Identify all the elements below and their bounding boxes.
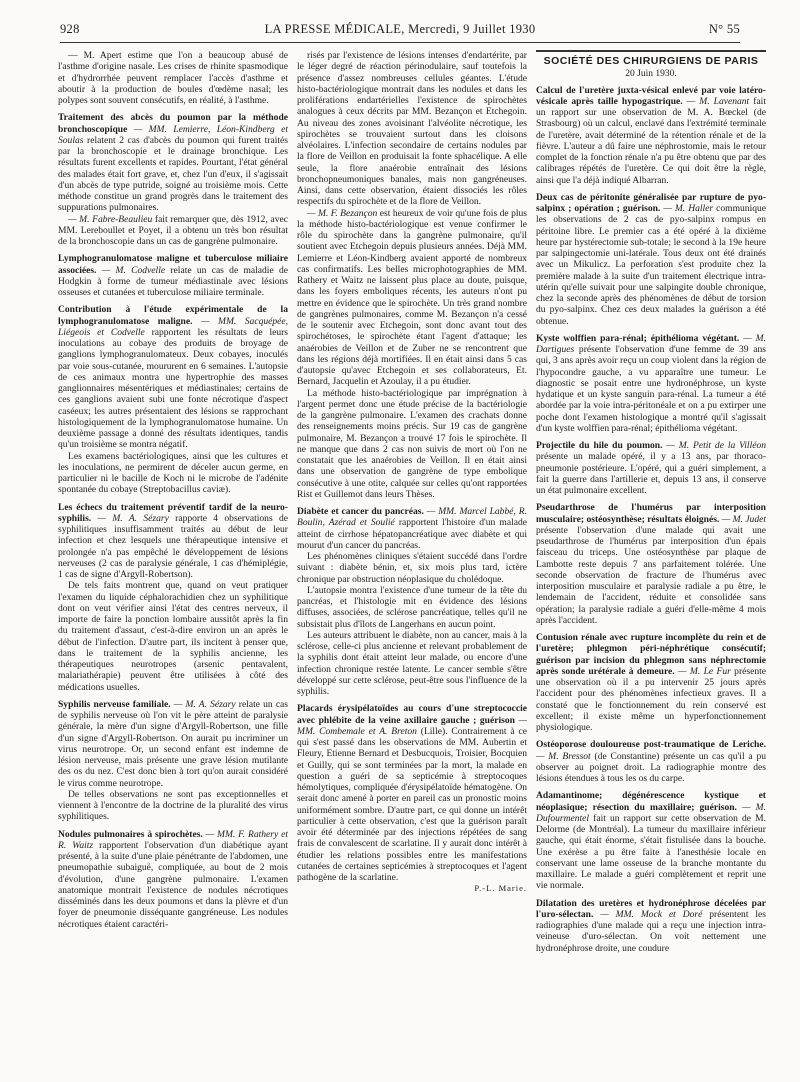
paragraph-text: présente l'observation d'une malade qui avait une pseudarthrose de l'humérus par interposition d'un épais faisceau du triceps. Une ostéosynthèse par plaque de Lambotte reste depuis 7 ans parfaitement tolérée. Une seconde observation de fracture de l'humérus avec interposition musculaire et paralysie radiale a pu être, le lendemain de l'accident, réduite et consolidée sans opération; la paralysie radiale a guéri d'elle-même 4 mois après l'accident. [536, 524, 766, 626]
paragraph-text: présentent les radiographies d'une malade qui a reçu une injection intra-veineuse d'uro-sélectan. On voit nettement une hydronéphrose droite, une coudure [536, 908, 766, 954]
paragraph-authors: — M. Haller [660, 203, 714, 214]
page-number: 928 [60, 22, 80, 36]
paragraph-authors: — M. Dufourmentel [536, 801, 766, 824]
paragraph-authors: — MM. Sacquépée, Liégeois et Codvelle [58, 315, 288, 338]
paragraph-heading: Placards érysipélatoïdes au cours d'une streptococcie avec phlébite de la veine axillaire gauche ; guérison [297, 703, 527, 726]
paragraph [297, 208, 527, 388]
paragraph [58, 789, 288, 823]
paragraph-text: (Lille). Contrairement à ce qui s'est passé dans les observations de MM. Aubertin et Fleury, Etienne Bernard et Desbucquois, Troisier, Bocquien et Guilly, qui se sont terminées par la mort, la malade en question a guéri de sa septicémie à streptocoques hémolytiques, compliquée d'érysipélatoïde hématogène. On serait donc amené à porter en pareil cas un pronostic moins uniformément sombre. D'autre part, ce qui donne un intérêt particulier à cette observation, c'est que la guérison paraît avoir été déterminée par des injections répétées de sang frais de convalescent de scarlatine. Il y aurait donc intérêt à étudier les relations possibles entre les manifestations cutanées de certaines septicémies à streptocoques et l'agent pathogène de la scarlatine. [297, 725, 527, 883]
paragraph-authors: — M. Bressot [536, 750, 591, 762]
paragraph-text: De tels faits montrent que, quand on veut pratiquer l'examen du liquide céphalorachidien chez un syphilitique dont on veut vérifier ainsi l'état des centres nerveux, il importe de faire la ponction lombaire aussitôt après la fin du traitement d'assaut, c'est-à-dire environ un an après le début de l'infection. D'autre part, ils incitent à penser que, dans le traitement de la syphilis ancienne, les thérapeutiques neurotropes (arsenic pentavalent, malariathérapie) peuvent être utilisées à côté des médications usuelles. [58, 580, 288, 693]
issue-number: N° 55 [708, 22, 740, 36]
column-right-body [536, 85, 766, 954]
paragraph-text: De telles observations ne sont pas exceptionnelles et viennent à l'encontre de la doctrine de la pluralité des virus syphilitiques. [58, 788, 288, 823]
paragraph-text: rapportent l'observation d'un diabétique ayant présenté, à la suite d'une plaie pénétrante de l'abdomen, une pneumopathie subaiguë, compliquée, au bout de 2 mois d'évolution, d'une gangrène pulmonaire. L'examen anatomique montrait l'existence de nodules nécrotiques disséminés dans les deux poumons et dans la plèvre et d'un foyer de pneumonie disséquante gangréneuse. Les nodules nécrotiques étaient caractéri- [58, 839, 288, 930]
paragraph-text: — M. Apert estime que l'on a beaucoup abusé de l'asthme d'origine nasale. Les crises de rhinite spasmodique et d'hydrorrhée peuvent remplacer l'accès d'asthme et aboutir à la production de boules d'œdème nasal; les polypes sont souvent consécutifs, en réalité, à l'asthme. [58, 50, 288, 106]
paragraph [297, 551, 527, 585]
paragraph-authors: — M. Judet [719, 513, 766, 525]
running-header [60, 20, 740, 43]
paragraph-authors: — M. A. Sézary [170, 698, 236, 710]
section-date: 20 Juin 1930. [625, 69, 677, 80]
paragraph-authors: — M. F. Bezançon [307, 207, 378, 219]
paragraph-text: (de Constantine) présente un cas qu'il a pu observer au poignet droit. La radiographie montre des lésions étendues à tous les os du carpe. [536, 750, 766, 784]
paragraph [536, 898, 766, 954]
paragraph [536, 333, 766, 434]
paragraph-authors: — M. Dartigues [536, 332, 766, 355]
paragraph [58, 829, 288, 930]
paragraph-text: présente une observation où il a pu intervenir 25 jours après l'accident pour des phénomènes infectieux graves. Il a constaté que le fonctionnement du rein conservé est excellent; il existe même un hyperfonctionnement physiologique. [536, 665, 766, 733]
paragraph-text: relate un cas de syphilis nerveuse où l'on vit le père atteint de paralysie générale, la mère d'un signe d'Argyll-Robertson, une fille d'un signe d'Argyll-Robertson. On aurait pu incriminer un virus neurotrope. Or, un second enfant est indemne de lésion nerveuse, mais présente une grave lésion mutilante des os du nez. C'est donc bien à tort qu'on aurait considéré le virus comme neurotrope. [58, 698, 288, 789]
paragraph [297, 703, 527, 883]
paragraph [297, 506, 527, 551]
paragraph-text: Les phénomènes cliniques s'étaient succédé dans l'ordre suivant : diabète bénin, et, six mois plus tard, ictère chronique par obstruction néoplasique du cholédoque. [297, 551, 527, 585]
paragraph-heading: Projectile du hile du poumon. [536, 440, 663, 451]
paragraph-heading: Adamantinome; dégénérescence kystique et néoplasique; résection du maxillaire; guérison. [536, 790, 766, 813]
column-left [58, 50, 288, 1072]
paragraph-authors: — MM. F. Rathery et R. Waitz [58, 828, 288, 851]
paragraph [58, 253, 288, 298]
paragraph [536, 739, 766, 784]
paragraph [536, 790, 766, 891]
paragraph [58, 112, 288, 213]
section-title: SOCIÉTÉ DES CHIRURGIENS DE PARIS [536, 50, 766, 67]
paragraph [58, 699, 288, 789]
paragraph-text: relate un cas de maladie de Hodgkin à forme de tumeur médiastinale avec lésions osseuses et cutanées et tuberculose miliaire terminale. [58, 264, 288, 298]
paragraph-heading: Calcul de l'uretère juxta-vésical enlevé par voie latéro-vésicale après taille hypogastrique. [536, 84, 766, 107]
paragraph-text: rapporte 4 observations de syphilitiques insuffisamment traités au début de leur infection et chez lesquels une thérapeutique intensive et prolongée n'a pas empêché le développement de lésions nerveuses (2 cas de paralysie générale, 1 cas d'hémiplégie, 1 cas de signe d'Argyll-Robertson). [58, 512, 288, 580]
column-middle [297, 50, 527, 1072]
paragraph [297, 388, 527, 501]
paragraph-authors: — MM. Mock et Doré [593, 908, 703, 920]
paragraph-text: L'autopsie montra l'existence d'une tumeur de la tête du pancréas, et l'histologie mit en évidence des lésions diffuses, associées, de sclérose pancréatique, telles qu'il ne subsistait plus d'îlots de Langerhans en aucun point. [297, 584, 527, 630]
paragraph-text: rapportent l'histoire d'un malade atteint de cirrhose hépatopancréatique avec diabète et qui mourut d'un cancer du pancréas. [297, 517, 527, 551]
paragraph-text: fait un rapport sur une observation de M. A. Bœckel (de Strasbourg) où un calcul, enclavé dans l'extrémité terminale de l'uretère, avait déterminé de la rétention rénale et de la fièvre. L'auteur a dû faire une néphrostomie, mais le retour complet de la fonction rénale n'a pu être obtenu que par des calibrages répétés de l'uretère. Ce qui doit être la règle, ainsi que l'a déjà indiqué Albarran. [536, 95, 766, 186]
paragraph-authors: — MM. Lemierre, Léon-Kindberg et Soulas [58, 123, 288, 146]
paragraph-heading: Traitement des abcès du poumon par la méthode bronchoscopique [58, 112, 288, 135]
paragraph [58, 214, 288, 248]
paragraph-heading: Les échecs du traitement préventif tardif de la neuro-syphilis. [58, 501, 288, 524]
paragraph-authors: — MM. Marcel Labbé, R. Boulin, Azérad et Soulié [297, 506, 527, 529]
paragraph-text: présente un malade opéré, il y a 13 ans, par thoraco-pneumonie postérieure. L'opéré, qui a guéri simplement, a fait la guerre dans l'artillerie et, depuis 13 ans, il conserve un état pulmonaire excellent. [536, 451, 766, 496]
paragraph [536, 192, 766, 327]
paragraph [536, 85, 766, 186]
paragraph-authors: — M. Petit de la Villéon [662, 440, 766, 451]
paragraph-heading: Dilatation des uretères et hydronéphrose décelées par l'uro-sélectan. [536, 897, 766, 920]
paragraph-heading: Deux cas de péritonite généralisée par rupture de pyo-salpinx ; opération ; guérison. [536, 191, 766, 214]
paragraph-text: relatent 2 cas d'abcès du poumon qui furent traités par la bronchoscopie et le drainage bronchique. Les résultats furent excellents et rapides. Pourtant, l'état général des malades était fort grave, et, chez l'un d'eux, il s'agissait d'un abcès de type putride, soigné au troisième mois. Cette méthode constitue un grand progrès dans le traitement des suppurations pulmonaires. [58, 134, 288, 214]
paragraph-text: fait un rapport sur cette observation de M. Delorme (de Montréal). La tumeur du maxillaire inférieur gauche, qui était énorme, s'était fistulisée dans la bouche. Une exérèse a pu être faite à l'anesthésie locale en conservant une lame osseuse de la branche montante du maxillaire. Le malade a guéri complètement et reprit une vie normale. [536, 812, 766, 892]
paragraph [297, 50, 527, 208]
paragraph-heading: Lymphogranulomatose maligne et tuberculose miliaire associées. [58, 253, 288, 276]
paragraph [297, 585, 527, 630]
paragraph-heading: Syphilis nerveuse familiale. [58, 698, 171, 710]
paragraph-text: communique les observations de 2 cas de pyo-salpinx rompus en péritoine libre. Le premier cas a été opéré à la dixième heure par hystérectomie sub-totale; le second à la 19e heure par salpingectomie uni-latérale. Tous deux ont été drainés avec un Mikulicz. La perforation s'est produite chez la première malade à la suite d'un traitement électrique intra-utérin qu'elle suivait pour une salpingite double chronique, chez la seconde après des phénomènes de début de torsion du pyo-salpinx. Chez ces deux malades la guérison a été obtenue. [536, 203, 766, 327]
paragraph-text: Les examens bactériologiques, ainsi que les cultures et les inoculations, ne permirent de déceler aucun germe, en particulier ni le bacille de Koch ni le microbe de l'adénite spontanée du cobaye (Streptobacillus caviæ). [58, 450, 288, 496]
paragraph-text: est heureux de voir qu'une fois de plus la méthode histo-bactériologique est venue confirmer le rôle du spirochète dans la gangrène pulmonaire, qu'il soutient avec Etchegoin depuis plusieurs années. Déjà MM. Lemierre et Léon-Kindberg avaient apporté de nombreux cas confirmatifs. Les belles microphotographies de MM. Rathery et Waitz ne laissent plus place au doute, puisque, dans les foyers emboliques récents, les auteurs n'ont pu mettre en évidence que le spirochète. Un très grand nombre de gangrènes pulmonaires, comme M. Bezançon n'a cessé de le soutenir avec Etchegoin, sont donc avant tout des spirochétoses, le spirochète étant l'agent d'attaque; les anaérobies de Veillon et de Zuber ne se rencontrent que dans les régions déjà mortifiées. Il en était ainsi dans 5 cas d'autopsie qu'avec Etchegoin et ses collaborateurs, Et. Bernard, Jacquelin et Azoulay, il a pu étudier. [297, 207, 527, 388]
paragraph [58, 304, 288, 450]
paragraph [297, 630, 527, 698]
paragraph-heading: Diabète et cancer du pancréas. [297, 506, 424, 517]
paragraph-text: Les auteurs attribuent le diabète, non au cancer, mais à la sclérose, celle-ci plus ancienne et relevant probablement de la syphilis dont était atteint leur malade, ou encore d'une infection chronique restée latente. Le cancer semble s'être développé sur cette sclérose, peut-être sous l'influence de la syphilis. [297, 629, 527, 697]
paragraph-authors: — M. Fabre-Beaulieu [68, 213, 153, 225]
paragraph-authors: — M. Le Fur [674, 665, 731, 677]
signature: P.-L. Marie. [474, 883, 527, 894]
paragraph-heading: Contribution à l'étude expérimentale de la lymphogranulomatose maligne. [58, 304, 288, 327]
paragraph-text: présente l'observation d'une femme de 39 ans qui, 3 ans après avoir reçu un coup violent dans la région de l'hypocondre gauche, a vu apparaître une tumeur. Le diagnostic se posait entre une hydronéphrose, un kyste hydatique et un kyste sanguin para-rénal. La tumeur a été abordée par la voie intra-péritonéale et on a pu extirper une poche dont l'examen histologique a montré qu'il s'agissait d'un kyste wolffien para-rénal; épithélioma végétant. [536, 344, 766, 434]
paragraph-text: rapportent les résultats de leurs inoculations au cobaye des produits de broyage de ganglions lymphogranulomateux. Deux cobayes, inoculés par voie sous-cutanée, moururent en 6 semaines. L'autopsie de ces animaux montra une hypertrophie des masses ganglionnaires mésentériques et médiastinales; certains de ces ganglions avaient subi une fonte nécrotique d'aspect caséeux; les autres présentaient des lésions se rapprochant histologiquement de la lymphogranulomatose humaine. Un deuxième passage a donné des résultats identiques, tandis qu'un troisième se montra négatif. [58, 326, 288, 451]
paragraph-authors: — MM. Combemale et A. Breton [297, 714, 527, 737]
paragraph-heading: Ostéoporose douloureuse post-traumatique de Leriche. [536, 739, 766, 751]
paragraph [58, 50, 288, 106]
column-right [536, 50, 766, 1072]
paragraph [58, 451, 288, 496]
paragraph-text: risés par l'existence de lésions intenses d'endartérite, par le léger degré de réaction périnodulaire, sauf toutefois la présence d'assez nombreuses cellules géantes. L'étude histo-bactériologique montrait dans les nodules et dans les proliférations endartérielles l'existence de spirochètes analogues à ceux décrits par MM. Bezançon et Etchegoin. Au niveau des zones avoisinant l'alvéolite nécrotique, les spirochètes se trouvaient surtout dans les cloisons alvéolaires. L'infection secondaire de certains nodules par la flore de Veillon en produisait la fonte sphacélique. A elle seule, la flore anaérobie entraînait des lésions bronchopneumoniques banales, mais non gangréneuses. Ainsi, dans cette observation, étaient dissociés les rôles respectifs du spirochète et de la flore de Veillon. [297, 50, 527, 208]
paragraph-authors: — M. Lavenant [682, 95, 750, 107]
paragraph [536, 440, 766, 496]
paragraph [536, 502, 766, 626]
journal-title: LA PRESSE MÉDICALE, Mercredi, 9 Juillet 1930 [264, 22, 536, 36]
paragraph-text: fait remarquer que, dès 1912, avec MM. Lereboullet et Poyet, il a obtenu un très bon résultat de la bronchoscopie dans un cas de gangrène pulmonaire. [58, 213, 288, 247]
paragraph-heading: Kyste wolffien para-rénal; épithélioma végétant. [536, 332, 740, 344]
paragraph [58, 580, 288, 693]
paragraph-heading: Contusion rénale avec rupture incomplète du rein et de l'uretère; phlegmon péri-néphrétique consécutif; guérison par incision du phlegmon sans néphrectomie après sonde urétérale à demeure. [536, 632, 766, 677]
paragraph-authors: — M. Codvelle [96, 264, 166, 276]
paragraph-heading: Pseudarthrose de l'humérus par interposition musculaire; ostéosynthèse; résultats éloignés. [536, 502, 766, 525]
paragraph [58, 502, 288, 581]
paragraph-authors: — M. A. Sézary [91, 512, 169, 524]
paragraph-text: La méthode histo-bactériologique par imprégnation à l'argent permet donc une étude précise de la bactériologie de la gangrène pulmonaire. L'examen des crachats donne des renseignements moins précis. Sur 19 cas de gangrène pulmonaire, M. Bezançon a trouvé 17 fois le spirochète. Il ne manque que dans 2 cas non suivis de mort où l'on ne constatait que les anaérobies de Veillon. Il en était ainsi dans une observation de gangrène de type embolique consécutive à une otite, calquée sur celles qu'ont rapportées Rist et Guillemot dans leurs Thèses. [297, 387, 527, 500]
paragraph [536, 632, 766, 733]
paragraph-heading: Nodules pulmonaires à spirochètes. [58, 828, 203, 840]
